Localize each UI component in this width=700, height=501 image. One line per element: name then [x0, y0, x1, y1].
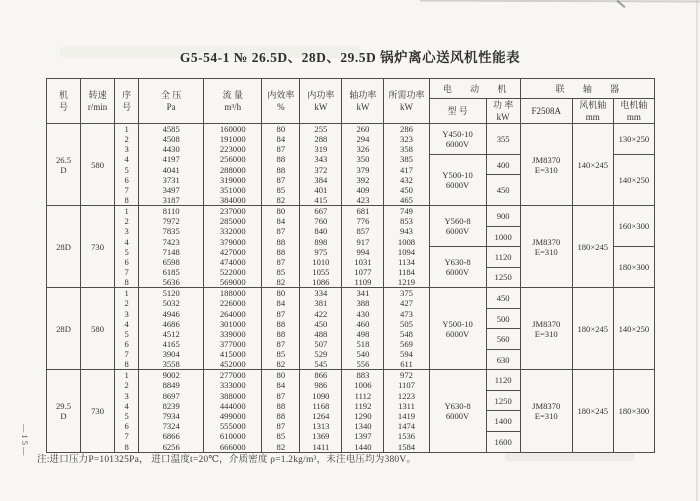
required-power-cell: 1536 — [384, 431, 429, 441]
required-power-cell: 450 — [384, 185, 429, 195]
motor-power-cell: 1600 — [486, 431, 520, 452]
efficiency-cell: 82 — [262, 277, 300, 288]
seq-cell: 3 — [115, 144, 139, 154]
seq-cell: 5 — [115, 411, 139, 421]
required-power-cell: 417 — [384, 165, 429, 175]
shaft-power-cell: 776 — [342, 216, 384, 226]
internal-power-cell: 898 — [300, 237, 342, 247]
flow-cell: 415000 — [204, 349, 262, 359]
internal-power-cell: 1086 — [300, 277, 342, 288]
coupling-cell: JM8370 E=310 — [520, 288, 572, 370]
motor-power-cell: 400 — [486, 154, 520, 174]
motor-power-cell: 1120 — [486, 370, 520, 391]
flow-cell: 333000 — [204, 380, 262, 390]
pressure-cell: 4512 — [139, 329, 204, 339]
flow-cell: 332000 — [204, 226, 262, 236]
pressure-cell: 3497 — [139, 185, 204, 195]
motor-power-cell: 1000 — [486, 226, 520, 246]
efficiency-cell: 87 — [262, 257, 300, 267]
motor-power-cell: 1250 — [486, 267, 520, 288]
flow-cell: 666000 — [204, 442, 262, 453]
motor-shaft-cell: 180×300 — [613, 370, 654, 452]
shaft-power-cell: 1112 — [342, 391, 384, 401]
efficiency-cell: 80 — [262, 288, 300, 299]
scan-artifact-top-mark — [617, 0, 626, 8]
table-body — [47, 124, 655, 453]
internal-power-cell: 1090 — [300, 391, 342, 401]
seq-cell: 2 — [115, 380, 139, 390]
motor-shaft-cell: 140×250 — [613, 288, 654, 370]
efficiency-cell: 85 — [262, 267, 300, 277]
motor-power-cell: 355 — [486, 124, 520, 155]
seq-cell: 1 — [115, 206, 139, 217]
seq-cell: 1 — [115, 288, 139, 299]
motor-power-cell: 1250 — [486, 391, 520, 411]
motor-model-cell: Y500-10 6000V — [429, 154, 486, 205]
seq-cell: 7 — [115, 349, 139, 359]
pressure-cell: 5636 — [139, 277, 204, 288]
flow-cell: 288000 — [204, 165, 262, 175]
coupling-cell: JM8370 E=310 — [520, 124, 572, 206]
internal-power-cell: 667 — [300, 206, 342, 217]
seq-cell: 4 — [115, 237, 139, 247]
motor-model-cell: Y560-8 6000V — [429, 206, 486, 247]
shaft-power-cell: 556 — [342, 359, 384, 370]
flow-cell: 522000 — [204, 267, 262, 277]
shaft-power-cell: 498 — [342, 329, 384, 339]
efficiency-cell: 82 — [262, 359, 300, 370]
efficiency-cell: 87 — [262, 226, 300, 236]
shaft-power-cell: 1340 — [342, 421, 384, 431]
header-row-1 — [47, 79, 655, 99]
fan-shaft-cell: 180×245 — [572, 288, 613, 370]
flow-cell: 351000 — [204, 185, 262, 195]
required-power-cell: 505 — [384, 319, 429, 329]
pressure-cell: 8697 — [139, 391, 204, 401]
required-power-cell: 1419 — [384, 411, 429, 421]
required-power-cell: 1474 — [384, 421, 429, 431]
speed-cell: 580 — [81, 288, 115, 370]
flow-cell: 160000 — [204, 124, 262, 135]
shaft-power-cell: 883 — [342, 370, 384, 381]
shaft-power-cell: 857 — [342, 226, 384, 236]
flow-cell: 452000 — [204, 359, 262, 370]
header-seq: 序 号 — [115, 79, 139, 124]
motor-power-cell: 450 — [486, 175, 520, 206]
motor-model-cell: Y450-10 6000V — [429, 124, 486, 155]
seq-cell: 3 — [115, 391, 139, 401]
pressure-cell: 6256 — [139, 442, 204, 453]
seq-cell: 2 — [115, 298, 139, 308]
table-header — [47, 79, 655, 124]
flow-cell: 444000 — [204, 401, 262, 411]
pressure-cell: 3187 — [139, 195, 204, 206]
seq-cell: 8 — [115, 195, 139, 206]
pressure-cell: 3731 — [139, 175, 204, 185]
efficiency-cell: 88 — [262, 165, 300, 175]
flow-cell: 388000 — [204, 391, 262, 401]
flow-cell: 256000 — [204, 154, 262, 164]
efficiency-cell: 80 — [262, 124, 300, 135]
header-speed: 转速 r/min — [81, 79, 115, 124]
efficiency-cell: 85 — [262, 185, 300, 195]
flow-cell: 264000 — [204, 308, 262, 318]
shaft-power-cell: 409 — [342, 185, 384, 195]
internal-power-cell: 372 — [300, 165, 342, 175]
seq-cell: 6 — [115, 257, 139, 267]
header-pressure: 全 压 Pa — [139, 79, 204, 124]
required-power-cell: 972 — [384, 370, 429, 381]
shaft-power-cell: 1440 — [342, 442, 384, 453]
internal-power-cell: 507 — [300, 339, 342, 349]
flow-cell: 237000 — [204, 206, 262, 217]
required-power-cell: 1311 — [384, 401, 429, 411]
pressure-cell: 6866 — [139, 431, 204, 441]
footnote: 注:进口压力P=101325Pa， 进口温度t=20℃，介质密度 ρ=1.2kg/m³，未注电压均为380V。 — [37, 455, 417, 465]
internal-power-cell: 1369 — [300, 431, 342, 441]
internal-power-cell: 529 — [300, 349, 342, 359]
pressure-cell: 8110 — [139, 206, 204, 217]
pressure-cell: 7148 — [139, 247, 204, 257]
flow-cell: 223000 — [204, 144, 262, 154]
flow-cell: 384000 — [204, 195, 262, 206]
internal-power-cell: 975 — [300, 247, 342, 257]
efficiency-cell: 88 — [262, 401, 300, 411]
efficiency-cell: 88 — [262, 154, 300, 164]
internal-power-cell: 840 — [300, 226, 342, 236]
shaft-power-cell: 379 — [342, 165, 384, 175]
flow-cell: 226000 — [204, 298, 262, 308]
efficiency-cell: 82 — [262, 442, 300, 453]
internal-power-cell: 1010 — [300, 257, 342, 267]
motor-power-cell: 630 — [486, 349, 520, 370]
flow-cell: 379000 — [204, 237, 262, 247]
required-power-cell: 611 — [384, 359, 429, 370]
header-motor-shaft: 电机轴 mm — [613, 99, 654, 124]
internal-power-cell: 288 — [300, 134, 342, 144]
pressure-cell: 5120 — [139, 288, 204, 299]
motor-power-cell: 1400 — [486, 411, 520, 431]
seq-cell: 6 — [115, 175, 139, 185]
flow-cell: 555000 — [204, 421, 262, 431]
pressure-cell: 5032 — [139, 298, 204, 308]
pressure-cell: 4430 — [139, 144, 204, 154]
seq-cell: 2 — [115, 134, 139, 144]
pressure-cell: 8849 — [139, 380, 204, 390]
pressure-cell: 4585 — [139, 124, 204, 135]
table-row — [47, 124, 655, 135]
efficiency-cell: 85 — [262, 349, 300, 359]
internal-power-cell: 415 — [300, 195, 342, 206]
seq-cell: 3 — [115, 226, 139, 236]
seq-cell: 7 — [115, 185, 139, 195]
efficiency-cell: 87 — [262, 175, 300, 185]
seq-cell: 8 — [115, 359, 139, 370]
flow-cell: 319000 — [204, 175, 262, 185]
efficiency-cell: 88 — [262, 247, 300, 257]
pressure-cell: 7324 — [139, 421, 204, 431]
efficiency-cell: 87 — [262, 339, 300, 349]
machine-cell: 26.5 D — [47, 124, 81, 206]
fan-shaft-cell: 140×245 — [572, 124, 613, 206]
required-power-cell: 1184 — [384, 267, 429, 277]
shaft-power-cell: 341 — [342, 288, 384, 299]
required-power-cell: 1107 — [384, 380, 429, 390]
internal-power-cell: 334 — [300, 288, 342, 299]
shaft-power-cell: 1109 — [342, 277, 384, 288]
header-motor-power: 功 率 kW — [486, 99, 520, 124]
pressure-cell: 6185 — [139, 267, 204, 277]
scan-artifact-right-edge — [696, 0, 698, 501]
shaft-power-cell: 1006 — [342, 380, 384, 390]
efficiency-cell: 87 — [262, 144, 300, 154]
required-power-cell: 1134 — [384, 257, 429, 267]
internal-power-cell: 1411 — [300, 442, 342, 453]
pressure-cell: 7423 — [139, 237, 204, 247]
header-required-power: 所需功率 kW — [384, 79, 429, 124]
motor-power-cell: 560 — [486, 329, 520, 349]
efficiency-cell: 87 — [262, 308, 300, 318]
required-power-cell: 1219 — [384, 277, 429, 288]
seq-cell: 1 — [115, 124, 139, 135]
motor-power-cell: 450 — [486, 288, 520, 309]
required-power-cell: 594 — [384, 349, 429, 359]
internal-power-cell: 381 — [300, 298, 342, 308]
flow-cell: 301000 — [204, 319, 262, 329]
flow-cell: 569000 — [204, 277, 262, 288]
pressure-cell: 4508 — [139, 134, 204, 144]
scan-artifact-top-line — [420, 0, 700, 2]
internal-power-cell: 384 — [300, 175, 342, 185]
efficiency-cell: 80 — [262, 370, 300, 381]
pressure-cell: 7972 — [139, 216, 204, 226]
flow-cell: 277000 — [204, 370, 262, 381]
flow-cell: 377000 — [204, 339, 262, 349]
header-fan-shaft: 风机轴 mm — [572, 99, 613, 124]
pressure-cell: 9002 — [139, 370, 204, 381]
shaft-power-cell: 392 — [342, 175, 384, 185]
pressure-cell: 4686 — [139, 319, 204, 329]
required-power-cell: 1223 — [384, 391, 429, 401]
pressure-cell: 4041 — [139, 165, 204, 175]
shaft-power-cell: 430 — [342, 308, 384, 318]
motor-shaft-cell: 180×300 — [613, 247, 654, 288]
efficiency-cell: 84 — [262, 380, 300, 390]
motor-shaft-cell: 160×300 — [613, 206, 654, 247]
pressure-cell: 6598 — [139, 257, 204, 267]
internal-power-cell: 1313 — [300, 421, 342, 431]
required-power-cell: 943 — [384, 226, 429, 236]
shaft-power-cell: 1031 — [342, 257, 384, 267]
required-power-cell: 853 — [384, 216, 429, 226]
efficiency-cell: 88 — [262, 237, 300, 247]
header-coupling-model: F2508A — [520, 99, 572, 124]
pressure-cell: 7934 — [139, 411, 204, 421]
shaft-power-cell: 294 — [342, 134, 384, 144]
flow-cell: 339000 — [204, 329, 262, 339]
speed-cell: 580 — [81, 124, 115, 206]
machine-cell: 29.5 D — [47, 370, 81, 452]
motor-power-cell: 1120 — [486, 247, 520, 267]
internal-power-cell: 343 — [300, 154, 342, 164]
motor-model-cell: Y500-10 6000V — [429, 288, 486, 370]
shaft-power-cell: 994 — [342, 247, 384, 257]
machine-cell: 28D — [47, 206, 81, 288]
seq-cell: 4 — [115, 401, 139, 411]
internal-power-cell: 488 — [300, 329, 342, 339]
internal-power-cell: 401 — [300, 185, 342, 195]
flow-cell: 499000 — [204, 411, 262, 421]
speed-cell: 730 — [81, 370, 115, 452]
seq-cell: 7 — [115, 431, 139, 441]
efficiency-cell: 87 — [262, 421, 300, 431]
header-coupling-group: 联 轴 器 — [520, 79, 654, 99]
shaft-power-cell: 518 — [342, 339, 384, 349]
efficiency-cell: 82 — [262, 195, 300, 206]
seq-cell: 5 — [115, 247, 139, 257]
efficiency-cell: 80 — [262, 206, 300, 217]
flow-cell: 474000 — [204, 257, 262, 267]
efficiency-cell: 88 — [262, 319, 300, 329]
speed-cell: 730 — [81, 206, 115, 288]
shaft-power-cell: 1192 — [342, 401, 384, 411]
motor-model-cell: Y630-8 6000V — [429, 247, 486, 288]
shaft-power-cell: 423 — [342, 195, 384, 206]
table-row — [47, 288, 655, 299]
flow-cell: 188000 — [204, 288, 262, 299]
shaft-power-cell: 326 — [342, 144, 384, 154]
flow-cell: 285000 — [204, 216, 262, 226]
required-power-cell: 1094 — [384, 247, 429, 257]
table-row — [47, 206, 655, 217]
seq-cell: 5 — [115, 329, 139, 339]
required-power-cell: 323 — [384, 134, 429, 144]
header-motor-group: 电 动 机 — [429, 79, 520, 99]
internal-power-cell: 545 — [300, 359, 342, 370]
seq-cell: 6 — [115, 421, 139, 431]
internal-power-cell: 986 — [300, 380, 342, 390]
efficiency-cell: 84 — [262, 216, 300, 226]
header-flow: 流 量 m³/h — [204, 79, 262, 124]
shaft-power-cell: 917 — [342, 237, 384, 247]
table-row — [47, 370, 655, 381]
internal-power-cell: 1168 — [300, 401, 342, 411]
header-machine: 机 号 — [47, 79, 81, 124]
seq-cell: 4 — [115, 154, 139, 164]
seq-cell: 6 — [115, 339, 139, 349]
seq-cell: 2 — [115, 216, 139, 226]
shaft-power-cell: 460 — [342, 319, 384, 329]
required-power-cell: 569 — [384, 339, 429, 349]
required-power-cell: 286 — [384, 124, 429, 135]
required-power-cell: 375 — [384, 288, 429, 299]
motor-power-cell: 900 — [486, 206, 520, 227]
shaft-power-cell: 540 — [342, 349, 384, 359]
seq-cell: 8 — [115, 277, 139, 288]
shaft-power-cell: 260 — [342, 124, 384, 135]
pressure-cell: 8239 — [139, 401, 204, 411]
header-shaft-power: 轴功率 kW — [342, 79, 384, 124]
header-internal-power: 内功率 kW — [300, 79, 342, 124]
required-power-cell: 1008 — [384, 237, 429, 247]
page-number: —15— — [20, 424, 30, 458]
internal-power-cell: 866 — [300, 370, 342, 381]
header-efficiency: 内效率 % — [262, 79, 300, 124]
flow-cell: 427000 — [204, 247, 262, 257]
internal-power-cell: 760 — [300, 216, 342, 226]
machine-cell: 28D — [47, 288, 81, 370]
required-power-cell: 749 — [384, 206, 429, 217]
internal-power-cell: 1055 — [300, 267, 342, 277]
motor-shaft-cell: 140×250 — [613, 154, 654, 205]
coupling-cell: JM8370 E=310 — [520, 206, 572, 288]
shaft-power-cell: 681 — [342, 206, 384, 217]
efficiency-cell: 88 — [262, 411, 300, 421]
internal-power-cell: 450 — [300, 319, 342, 329]
fan-shaft-cell: 180×245 — [572, 370, 613, 452]
required-power-cell: 1584 — [384, 442, 429, 453]
pressure-cell: 7835 — [139, 226, 204, 236]
pressure-cell: 4197 — [139, 154, 204, 164]
pressure-cell: 3904 — [139, 349, 204, 359]
shaft-power-cell: 388 — [342, 298, 384, 308]
efficiency-cell: 85 — [262, 431, 300, 441]
required-power-cell: 465 — [384, 195, 429, 206]
required-power-cell: 358 — [384, 144, 429, 154]
seq-cell: 7 — [115, 267, 139, 277]
internal-power-cell: 255 — [300, 124, 342, 135]
motor-power-cell: 500 — [486, 308, 520, 328]
fan-shaft-cell: 180×245 — [572, 206, 613, 288]
shaft-power-cell: 1290 — [342, 411, 384, 421]
seq-cell: 8 — [115, 442, 139, 453]
seq-cell: 3 — [115, 308, 139, 318]
seq-cell: 4 — [115, 319, 139, 329]
efficiency-cell: 88 — [262, 329, 300, 339]
efficiency-cell: 87 — [262, 391, 300, 401]
pressure-cell: 4946 — [139, 308, 204, 318]
coupling-cell: JM8370 E=310 — [520, 370, 572, 452]
document-title: G5-54-1 № 26.5D、28D、29.5D 锅炉离心送风机性能表 — [179, 50, 521, 65]
motor-model-cell: Y630-8 6000V — [429, 370, 486, 452]
motor-shaft-cell: 130×250 — [613, 124, 654, 155]
required-power-cell: 548 — [384, 329, 429, 339]
required-power-cell: 473 — [384, 308, 429, 318]
pressure-cell: 4165 — [139, 339, 204, 349]
shaft-power-cell: 1077 — [342, 267, 384, 277]
efficiency-cell: 84 — [262, 134, 300, 144]
internal-power-cell: 422 — [300, 308, 342, 318]
pressure-cell: 3558 — [139, 359, 204, 370]
seq-cell: 1 — [115, 370, 139, 381]
required-power-cell: 385 — [384, 154, 429, 164]
flow-cell: 610000 — [204, 431, 262, 441]
efficiency-cell: 84 — [262, 298, 300, 308]
internal-power-cell: 1264 — [300, 411, 342, 421]
performance-table — [46, 78, 655, 453]
required-power-cell: 432 — [384, 175, 429, 185]
shaft-power-cell: 1397 — [342, 431, 384, 441]
flow-cell: 191000 — [204, 134, 262, 144]
header-motor-model: 型 号 — [429, 99, 486, 124]
required-power-cell: 427 — [384, 298, 429, 308]
seq-cell: 5 — [115, 165, 139, 175]
shaft-power-cell: 350 — [342, 154, 384, 164]
internal-power-cell: 319 — [300, 144, 342, 154]
